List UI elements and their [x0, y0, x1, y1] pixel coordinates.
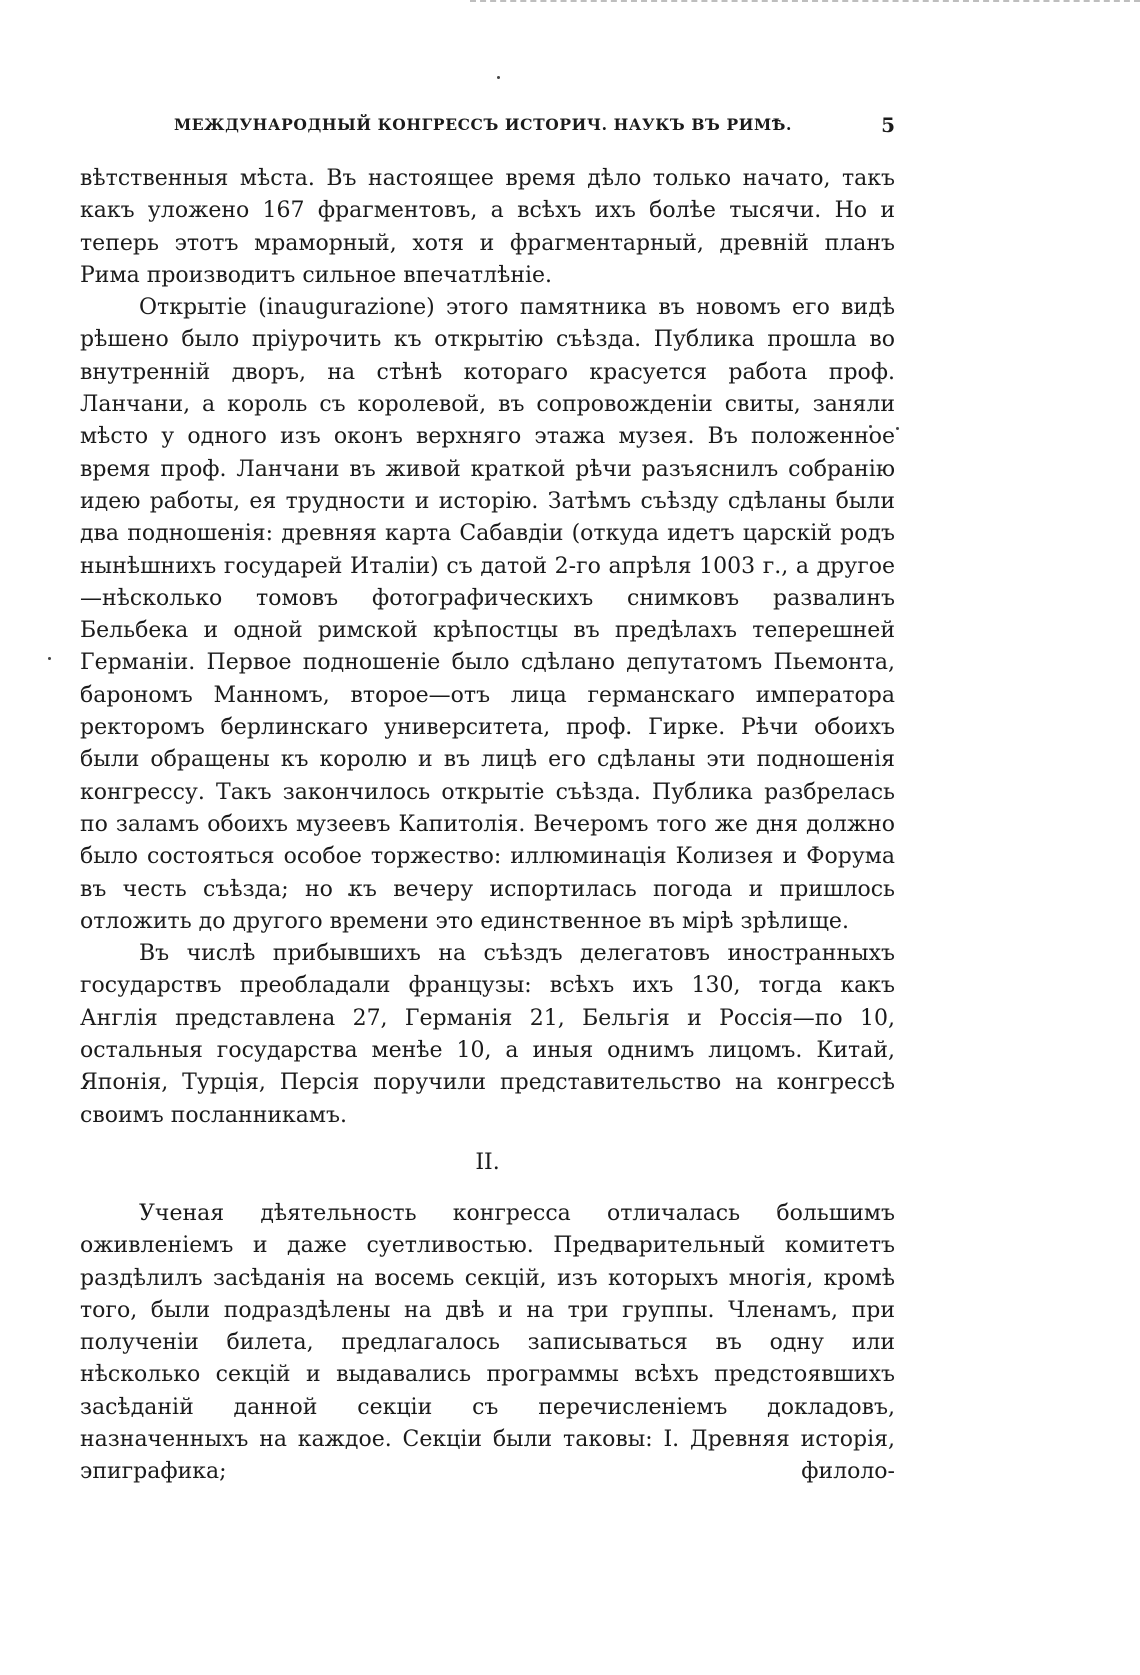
scan-edge-artifact — [470, 0, 1140, 6]
page-number: 5 — [881, 113, 895, 137]
running-head: МЕЖДУНАРОДНЫЙ КОНГРЕССЪ ИСТОРИЧ. НАУКЪ ВЪ РИМѢ. — [174, 115, 792, 134]
section-heading: II. — [475, 1149, 500, 1175]
paragraph-continuation: вѣтственныя мѣста. Въ настоящее время дѣло только начато, такъ какъ уложено 167 фрагментовъ, а всѣхъ ихъ болѣе тысячи. Но и теперь этотъ мраморный, хотя и фрагментарный, древній планъ Рима производитъ сильное впечатлѣніе. — [80, 166, 895, 288]
page-header — [80, 115, 895, 143]
paragraph-delegates: Въ числѣ прибывшихъ на съѣздъ делегатовъ иностранныхъ государствъ преобладали французы: всѣхъ ихъ 130, тогда какъ Англія представлена 27, Германія 21, Бельгія и Россія—по 10, остальныя государства менѣе 10, а иныя однимъ лицомъ. Китай, Японія, Турція, Персія поручили представительство на конгрессѣ своимъ посланникамъ. — [80, 941, 895, 1128]
paragraph-scientific-activity: Ученая дѣятельность конгресса отличалась большимъ оживленіемъ и даже суетливостью. Предварительный комитетъ раздѣлилъ засѣданія на восемь секцій, изъ которыхъ многія, кромѣ того, были подраздѣлены на двѣ и на три группы. Членамъ, при полученіи билета, предлагалось записываться въ одну или нѣсколько секцій и выдавались программы всѣхъ предстоявшихъ засѣданій данной секціи съ перечисленіемъ докладовъ, назначенныхъ на каждое. Секціи были таковы: I. Древняя исторія, эпиграфика; филоло- — [80, 1200, 895, 1485]
paragraph-opening-ceremony: Открытіе (inaugurazione) этого памятника въ новомъ его видѣ рѣшено было пріурочить къ открытію съѣзда. Публика прошла во внутренній дворъ, на стѣнѣ котораго красуется работа проф. Ланчани, а король съ королевой, въ сопровожденіи свиты, заняли мѣсто у одного изъ оконъ верхняго этажа музея. Въ положенное время проф. Ланчани въ живой краткой рѣчи разъяснилъ собранію идею работы, ея трудности и исторію. Затѣмъ съѣзду сдѣланы были два подношенія: древняя карта Сабавдіи (откуда идетъ царскій родъ нынѣшнихъ государей Италіи) съ датой 2-го апрѣля 1003 г., а другое—нѣсколько томовъ фотографическихъ снимковъ развалинъ Бельбека и одной римской крѣпостцы въ предѣлахъ теперешней Германіи. Первое подношеніе было сдѣлано депутатомъ Пьемонта, барономъ Манномъ, второе—отъ лица германскаго императора ректоромъ берлинскаго университета, проф. Гирке. Рѣчи обоихъ были обращены къ королю и въ лицѣ его сдѣланы эти подношенія конгрессу. Такъ закончилось открытіе съѣзда. Публика разбрелась по заламъ обоихъ музеевъ Капитолія. Вечеромъ того же дня должно было состояться особое торжество: иллюминація Колизея и Форума въ честь съѣзда; но къ вечеру испортилась погода и пришлось отложить до другого времени это единственное въ мірѣ зрѣлище. — [80, 295, 895, 934]
body-text — [80, 163, 895, 1489]
ink-speck — [48, 657, 51, 660]
ink-speck — [497, 76, 500, 79]
ink-speck — [896, 427, 899, 430]
